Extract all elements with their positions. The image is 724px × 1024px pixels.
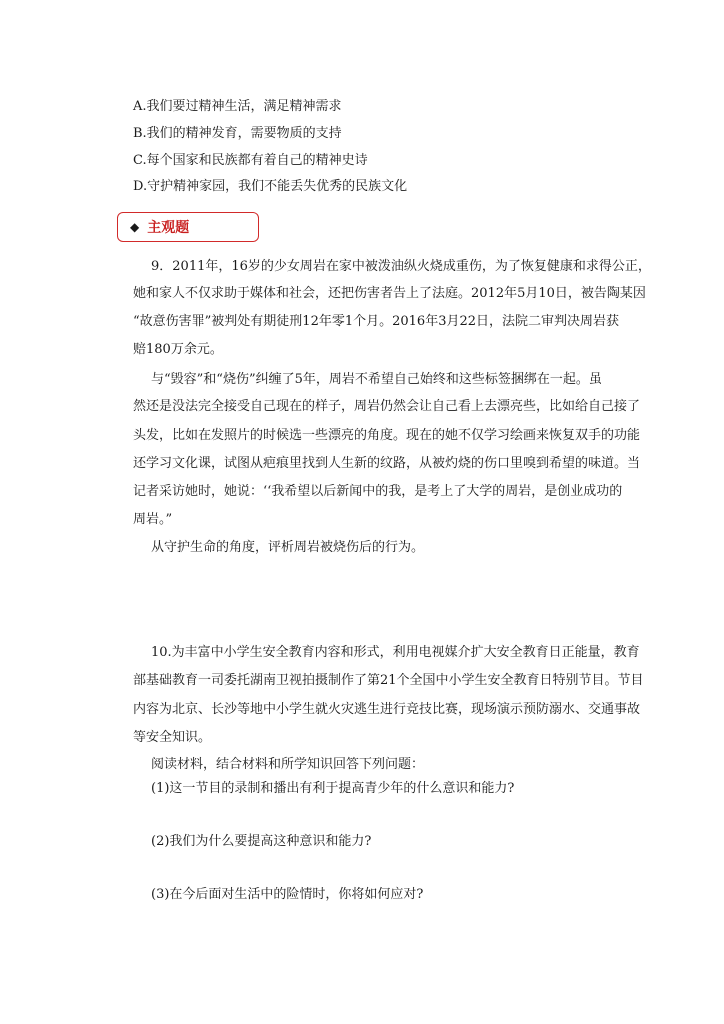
q10-line: 等安全知识。: [133, 730, 212, 745]
q10-subquestion-1: (1)这一节目的录制和播出有利于提高青少年的什么意识和能力?: [151, 781, 515, 796]
q10-subquestion-3: (3)在今后面对生活中的险情时，你将如何应对?: [151, 887, 424, 902]
q9-line: 她和家人不仅求助于媒体和社会，还把伤害者告上了法庭。2012年5月10日，被告陶某因: [133, 286, 646, 301]
q9-line: 周岩。”: [133, 512, 173, 527]
q10-line: 10.为丰富中小学生安全教育内容和形式，利用电视媒介扩大安全教育日正能量，教育: [151, 645, 640, 660]
q10-line: 部基础教育一司委托湖南卫视拍摄制作了第21个全国中小学生安全教育日特别节目。节目: [133, 673, 644, 688]
diamond-icon: ◆: [130, 220, 140, 234]
q9-line: 与“毁容”和“烧伤”纠缠了5年，周岩不希望自己始终和这些标签捆绑在一起。虽: [151, 372, 602, 387]
q9-line: “故意伤害罪”被判处有期徒刑12年零1个月。2016年3月22日，法院二审判决周岩获: [133, 314, 620, 329]
q9-line: 9．2011年，16岁的少女周岩在家中被泼油纵火烧成重伤，为了恢复健康和求得公正，: [151, 259, 651, 274]
option-a: A.我们要过精神生活，满足精神需求: [133, 99, 342, 114]
q10-prompt: 阅读材料，结合材料和所学知识回答下列问题：: [151, 757, 425, 772]
q10-line: 内容为北京、长沙等地中小学生就火灾逃生进行竞技比赛，现场演示预防溺水、交通事故: [133, 702, 641, 717]
option-c: C.每个国家和民族都有着自己的精神史诗: [133, 153, 368, 168]
q10-subquestion-2: (2)我们为什么要提高这种意识和能力?: [151, 834, 372, 849]
q9-line: 还学习文化课，试图从疤痕里找到人生新的纹路，从被灼烧的伤口里嗅到希望的味道。当: [133, 456, 641, 471]
q9-line: 然还是没法完全接受自己现在的样子，周岩仍然会让自己看上去漂亮些，比如给自己接了: [133, 399, 641, 414]
option-b: B.我们的精神发育，需要物质的支持: [133, 126, 342, 141]
section-header-subjective: [117, 212, 259, 242]
q9-line: 头发，比如在发照片的时候选一些漂亮的角度。现在的她不仅学习绘画来恢复双手的功能: [133, 428, 641, 443]
q9-line: 赔180万余元。: [133, 342, 223, 357]
q9-question: 从守护生命的角度，评析周岩被烧伤后的行为。: [151, 540, 425, 555]
q9-line: 记者采访她时，她说：‘‘我希望以后新闻中的我，是考上了大学的周岩，是创业成功的: [133, 484, 623, 499]
section-title: 主观题: [147, 220, 190, 236]
option-d: D.守护精神家园，我们不能丢失优秀的民族文化: [133, 179, 408, 194]
